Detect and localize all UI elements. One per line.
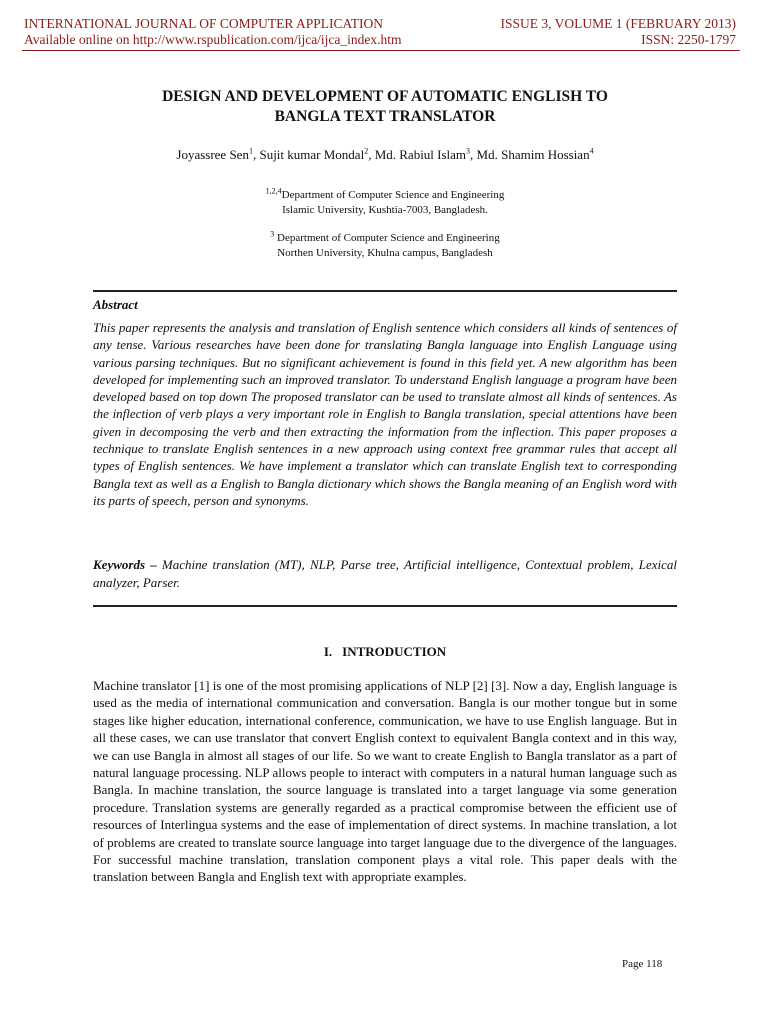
author-sep: , [368, 147, 375, 162]
section-title: INTRODUCTION [342, 644, 447, 659]
abstract-top-rule [93, 290, 677, 292]
affiliation-dept: Department of Computer Science and Engineering [274, 232, 500, 244]
affiliation-2 [94, 231, 676, 261]
author-name: Sujit kumar Mondal [259, 147, 365, 162]
author-list [94, 146, 676, 164]
title-line-1: DESIGN AND DEVELOPMENT OF AUTOMATIC ENGLISH TO [162, 88, 608, 105]
journal-subheader-row [24, 32, 736, 48]
author-sup: 1 [248, 146, 253, 156]
keywords [93, 556, 677, 591]
journal-header-row [24, 16, 736, 32]
keywords-list: Machine translation (MT), NLP, Parse tree, Artificial intelligence, Contextual problem, Lexical analyzer, Parser. [93, 557, 677, 590]
abstract-bottom-rule [93, 605, 677, 607]
title-line-2: BANGLA TEXT TRANSLATOR [274, 108, 496, 125]
journal-name: INTERNATIONAL JOURNAL OF COMPUTER APPLICATION [24, 16, 384, 31]
author-sup: 2 [364, 146, 369, 156]
page-number: Page 118 [622, 958, 663, 970]
affiliation-dept: Department of Computer Science and Engineering [281, 189, 505, 201]
affiliation-sup: 3 [270, 229, 275, 239]
author-name: Md. Rabiul Islam [374, 147, 467, 162]
affiliation-inst: Northen University, Khulna campus, Bangladesh [277, 247, 493, 259]
author-sep: , [252, 147, 260, 162]
introduction-text: Machine translator [1] is one of the most promising applications of NLP [2] [3]. Now a day, English language is used as the media of international communication and conversation. Bangla is our mother tongue but in some stages like higher education, international conference, communication, we have to use English language. But in all these cases, we can use translator that convert English context to equivalent Bangla context and in this way, we can use Bangla in almost all stages of our life. So we want to create English to Bangla translator as a part of natural language processing. NLP allows people to interact with computers in a natural human language such as Bangla. In machine translation, the source language is translated into a target language via some generation procedure. Translation systems are generally regarded as a practical compromise between the efficient use of resources of Interlingua systems and the ease of implementation of direct systems. In machine translation, a lot of problems are created to translate source language into target language due to the divergence of the languages. For successful machine translation, translation component plays a vital role. This paper deals with the translation between Bangla and English text with appropriate examples. [93, 678, 677, 885]
section-heading [93, 644, 677, 660]
header-divider [22, 50, 740, 51]
author-sep: , [470, 147, 477, 162]
keywords-label: Keywords – [93, 557, 157, 572]
affiliation-1 [94, 188, 676, 218]
affiliation-inst: Islamic University, Kushtia-7003, Bangladesh. [282, 204, 488, 216]
abstract-text: This paper represents the analysis and translation of English sentence which considers all kinds of sentences of any tense. Various researches have been done for translating Bangla language into English Language using various parsing techniques. But no significant achievement is found in this field yet. A new algorithm has been developed for implementing such an improved translator. To understand English language a program have been developed based on top down The proposed translator can be used to translate almost all kinds of sentences. As the inflection of verb plays a very important role in English to Bangla translation, special attentions have been given in decomposing the verb and then extracting the information from the inflection. This paper proposes a technique to translate English sentences in a new approach using context free grammar rules that accept all types of English sentences. We have implement a translator which can translate English text to corresponding Bangla text as well as a English to Bangla dictionary which shows the Bangla meaning of an English word with its parts of speech, person and synonyms. [93, 320, 677, 508]
abstract-heading: Abstract [93, 297, 138, 312]
author-name: Md. Shamim Hossian [476, 147, 590, 162]
issue-info: ISSUE 3, VOLUME 1 (FEBRUARY 2013) [500, 16, 736, 31]
availability-line: Available online on http://www.rspublication.com/ijca/ijca_index.htm [24, 32, 402, 47]
author-name: Joyassree Sen [176, 147, 249, 162]
issn: ISSN: 2250-1797 [641, 32, 736, 47]
author-sup: 4 [589, 146, 594, 156]
paper-title [94, 87, 676, 127]
author-sup: 3 [466, 146, 471, 156]
affiliation-sup: 1,2,4 [265, 186, 282, 196]
section-number: I. [323, 644, 333, 659]
